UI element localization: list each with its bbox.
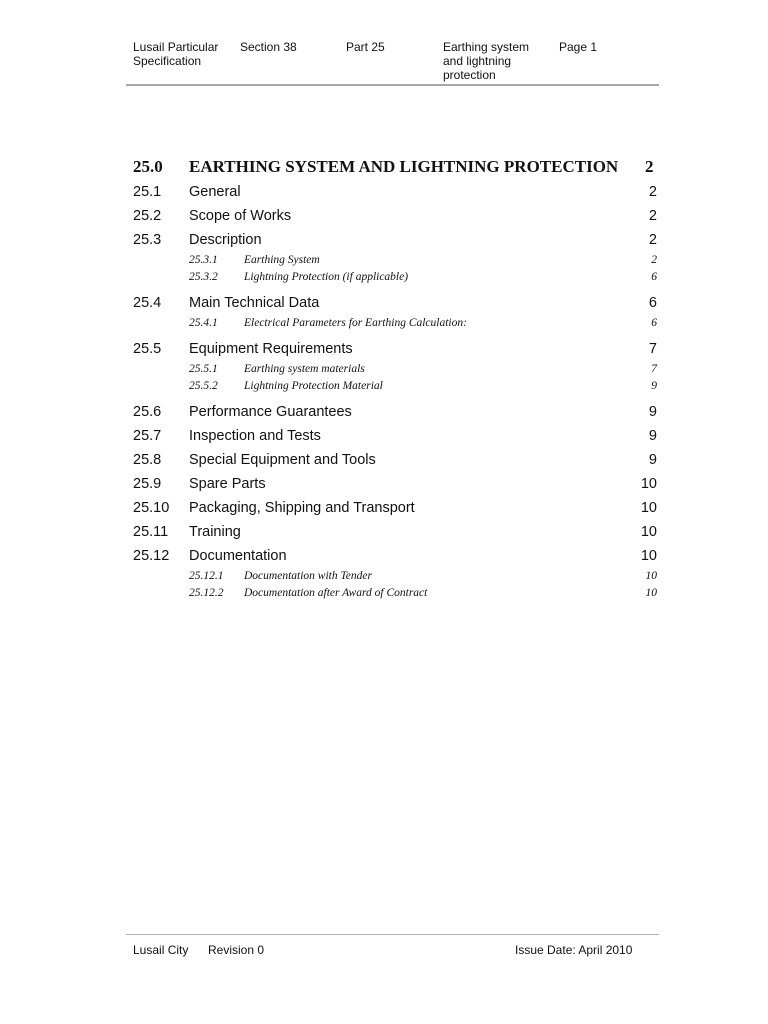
toc-entry-page: 9 [648,404,657,420]
toc-entry-number: 25.6 [133,404,162,420]
toc-entry-page: 7 [648,341,657,357]
toc-entry-number: 25.3.1 [189,254,218,266]
header-divider [126,84,659,86]
toc-entry-number: 25.12 [133,548,170,564]
toc-entry-page: 2 [645,157,654,176]
toc-entry[interactable] [133,154,657,180]
toc-entry[interactable] [133,496,657,520]
toc-entry-number: 25.0 [133,157,163,176]
toc-entry-title: Electrical Parameters for Earthing Calculation: [244,317,467,329]
toc-entry-number: 25.1 [133,184,162,200]
toc-entry-title: Earthing System [244,254,320,266]
toc-subentry[interactable] [133,378,657,395]
toc-entry[interactable] [133,291,657,315]
toc-entry-page: 2 [648,232,657,248]
toc-entry-page: 7 [651,363,657,375]
toc-entry-number: 25.3 [133,232,162,248]
toc-entry-page: 2 [648,208,657,224]
toc-entry-page: 9 [651,380,657,392]
toc-entry-title: EARTHING SYSTEM AND LIGHTNING PROTECTION [189,157,619,176]
toc-subentry[interactable] [133,361,657,378]
toc-entry-number: 25.2 [133,208,162,224]
toc-entry-page: 2 [651,254,657,266]
toc-entry-page: 6 [651,271,657,283]
toc-entry[interactable] [133,424,657,448]
toc-subentry[interactable] [133,568,657,585]
toc-entry-page: 10 [640,500,657,516]
toc-subentry[interactable] [133,252,657,269]
toc-entry[interactable] [133,180,657,204]
toc-entry-title: Documentation with Tender [244,570,372,582]
toc-entry[interactable] [133,544,657,568]
toc-subentry[interactable] [133,585,657,602]
toc-entry-title: Training [189,524,241,540]
toc-entry-page: 9 [648,452,657,468]
footer-revision: Revision 0 [208,943,265,957]
footer-project: Lusail City [133,943,189,957]
toc-entry-number: 25.3.2 [189,271,218,283]
toc-entry-page: 10 [645,570,657,582]
header-page-number: Page 1 [559,40,598,54]
toc-entry[interactable] [133,448,657,472]
toc-subentry[interactable] [133,269,657,286]
header-part: Part 25 [346,40,385,54]
toc-entry-title: Earthing system materials [244,363,365,375]
toc-entry-page: 10 [645,587,657,599]
toc-entry-title: Documentation [189,548,287,564]
toc-entry-number: 25.4.1 [189,317,218,329]
toc-entry[interactable] [133,204,657,228]
toc-entry-title: Inspection and Tests [189,428,321,444]
toc-entry[interactable] [133,472,657,496]
toc-entry-title: Scope of Works [189,208,292,224]
toc-entry-number: 25.7 [133,428,162,444]
toc-entry-title: Packaging, Shipping and Transport [189,500,415,516]
toc-entry-number: 25.11 [133,524,169,540]
toc-entry-page: 10 [640,476,657,492]
toc-entry-number: 25.12.2 [189,587,224,599]
toc-entry-page: 10 [640,524,657,540]
header-section: Section 38 [240,40,297,54]
toc-entry-title: Equipment Requirements [189,341,353,357]
toc-entry-title: Performance Guarantees [189,404,352,420]
toc-entry-number: 25.8 [133,452,162,468]
toc-entry-number: 25.5.2 [189,380,218,392]
toc-entry-title: Spare Parts [189,476,266,492]
table-of-contents [133,154,657,602]
toc-entry-page: 2 [648,184,657,200]
toc-entry-number: 25.5.1 [189,363,218,375]
toc-entry[interactable] [133,228,657,252]
toc-entry-number: 25.9 [133,476,162,492]
toc-entry-title: Documentation after Award of Contract [244,587,428,599]
toc-entry-page: 6 [651,317,657,329]
toc-entry[interactable] [133,520,657,544]
toc-entry-number: 25.4 [133,295,162,311]
toc-entry[interactable] [133,400,657,424]
toc-entry[interactable] [133,337,657,361]
toc-entry-page: 6 [648,295,657,311]
toc-entry-title: Special Equipment and Tools [189,452,376,468]
toc-entry-number: 25.5 [133,341,162,357]
toc-entry-title: General [189,184,241,200]
toc-entry-page: 10 [640,548,657,564]
toc-entry-title: Lightning Protection Material [244,380,383,392]
header-document-title: Lusail Particular Specification [133,40,219,68]
header-part-title: Earthing system and lightning protection [443,40,530,82]
toc-subentry[interactable] [133,315,657,332]
toc-entry-title: Lightning Protection (if applicable) [244,271,409,283]
toc-entry-page: 9 [648,428,657,444]
footer-divider [126,934,659,935]
toc-entry-title: Description [189,232,262,248]
footer-issue-date: Issue Date: April 2010 [515,943,633,957]
toc-entry-number: 25.10 [133,500,170,516]
toc-entry-title: Main Technical Data [189,295,320,311]
toc-entry-number: 25.12.1 [189,570,224,582]
